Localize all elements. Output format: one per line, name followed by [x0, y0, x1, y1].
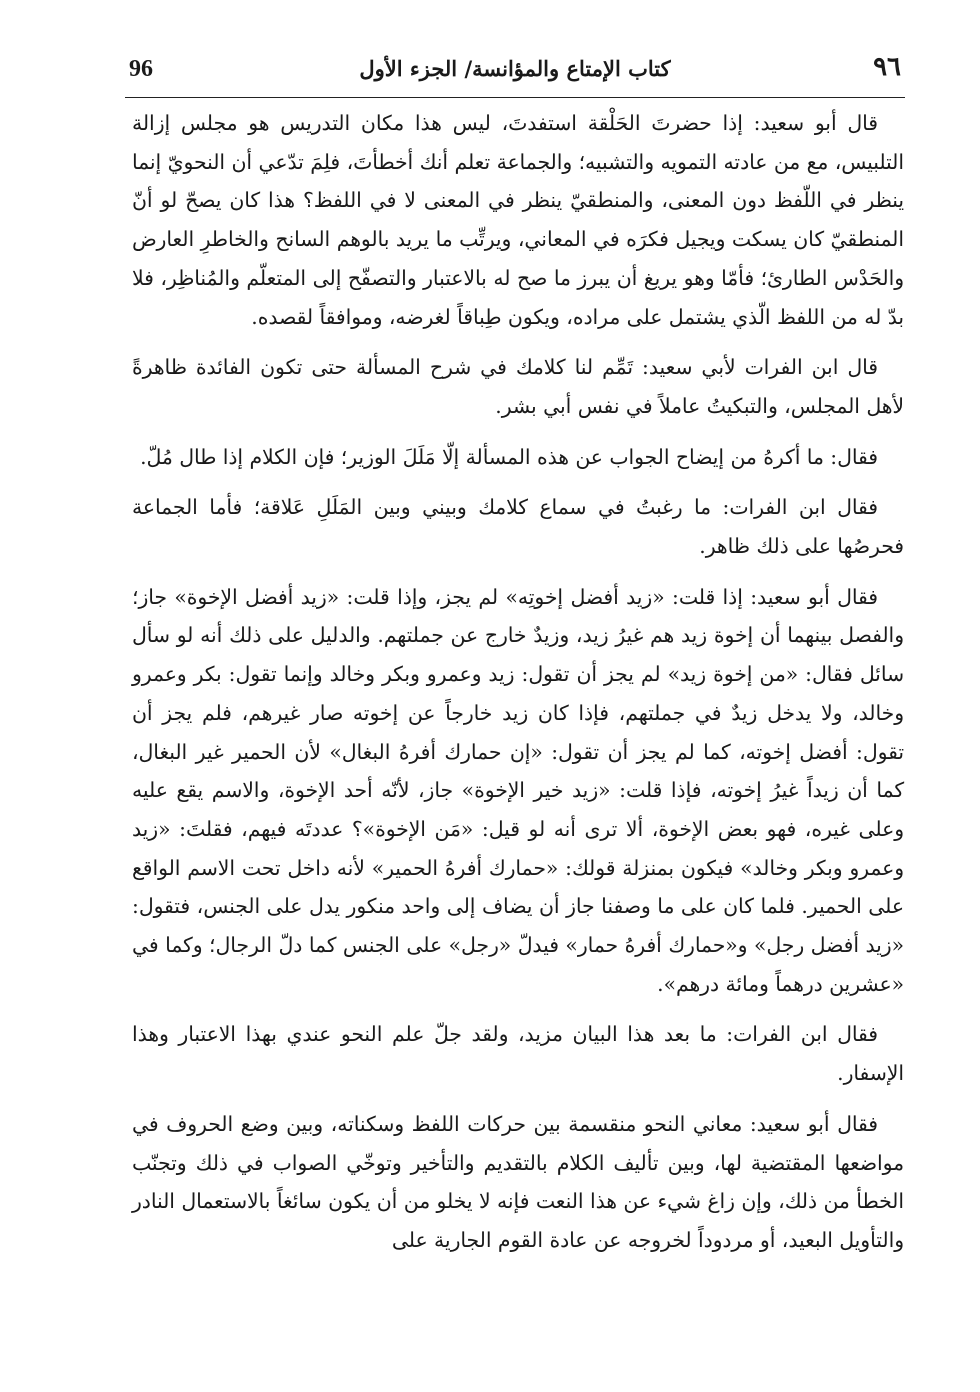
paragraph: قال أبو سعيد: إذا حضرتَ الحَلْقة استفدتَ، ليس هذا مكان التدريس هو مجلس إزالة التلبيس، مع من عادته التمويه والتشبيه؛ والجماعة تعلم أنك أخطأتَ، فلِمَ تدّعي أن النحويّ إنما ينظر في اللّفظ دون المعنى، والمنطقيّ ينظر في المعنى لا في اللفظ؟ هذا كان يصحّ لو أنّ المنطقيّ كان يسكت ويجيل فكرَه في المعاني، ويرتِّب ما يريد بالوهم السانح والخاطرِ العارض والحَدْس الطارئ؛ فأمّا وهو يريغ أن يبرز ما صح له بالاعتبار والتصفّح إلى المتعلّم والمُناظِر، فلا بدّ له من اللفظ الّذي يشتمل على مراده، ويكون طِباقاً لغرضه، وموافقاً لقصده. [132, 111, 904, 329]
page-number-latin: 96 [129, 56, 153, 82]
body-text [132, 104, 904, 1272]
paragraph: قال ابن الفرات لأبي سعيد: تَمِّم لنا كلامك في شرح المسألة حتى تكون الفائدة ظاهرةً لأهل المجلس، والتبكيتُ عاملاً في نفس أبي بشر. [132, 355, 904, 418]
paragraph: فقال أبو سعيد: إذا قلت: «زيد أفضل إخوتِه» لم يجز، وإذا قلت: «زيد أفضل الإخوة» جاز؛ والفصل بينهما أن إخوة زيد هم غيرُ زيد، وزيدٌ خارج عن جملتهم. والدليل على ذلك أنه لو سأل سائل فقال: «من إخوة زيد» لم يجز أن تقول: زيد وعمرو وبكر وخالد وإنما تقول: بكر وعمرو وخالد، ولا يدخل زيدٌ في جملتهم، فإذا كان زيد خارجاً عن إخوته صار غيرهم، فلم يجز أن تقول: أفضل إخوته، كما لم يجز أن تقول: «إن حمارك أفرهُ البغال» لأن الحمير غير البغال، كما أن زيداً غيرُ إخوته، فإذا قلت: «زيد خير الإخوة» جاز، لأنّه أحد الإخوة، والاسم يقع عليه وعلى غيره، فهو بعض الإخوة، ألا ترى أنه لو قيل: «مَن الإخوة»؟ عددتَه فيهم، فقلتَ: «زيد وعمرو وبكر وخالد» فيكون بمنزلة قولك: «حمارك أفرهُ الحمير» لأنه داخل تحت الاسم الواقع على الحمير. فلما كان على ما وصفنا جاز أن يضاف إلى واحد منكور يدل على الجنس، فتقول: «زيد أفضل رجل» و«حمارك أفرهُ حمار» فيدلّ «رجل» على الجنس كما دلّ الرجال؛ وكما في «عشرين درهماً ومائة درهم». [132, 584, 904, 996]
paragraph: فقال ابن الفرات: ما رغبتُ في سماع كلامك وبيني وبين المَلَلِ عَلاقة؛ فأما الجماعة فحرصُها على ذلك ظاهر. [132, 495, 904, 559]
page-header [125, 50, 905, 98]
paragraph: فقال ابن الفرات: ما بعد هذا البيان مزيد، ولقد جلّ علم النحو عندي بهذا الاعتبار وهذا الإسفار. [132, 1022, 904, 1086]
paragraph: فقال: ما أكرهُ من إيضاح الجواب عن هذه المسألة إلّا مَلَلَ الوزير؛ فإن الكلام إذا طال مُلّ. [140, 444, 878, 469]
header-rule [125, 97, 905, 98]
page-number-arabic: ٩٦ [873, 52, 901, 82]
running-title: كتاب الإمتاع والمؤانسة/ الجزء الأول [359, 56, 671, 81]
paragraph: فقال أبو سعيد: معاني النحو منقسمة بين حركات اللفظ وسكناته، وبين وضع الحروف في مواضعها المقتضية لها، وبين تأليف الكلام بالتقديم والتأخير وتوخّي الصواب في ذلك وتجنّب الخطأ من ذلك، وإن زاغ شيء عن هذا النعت فإنه لا يخلو من أن يكون سائغاً بالاستعمال النادر والتأويل البعيد، أو مردوداً لخروجه عن عادة القوم الجارية على [132, 1111, 904, 1252]
